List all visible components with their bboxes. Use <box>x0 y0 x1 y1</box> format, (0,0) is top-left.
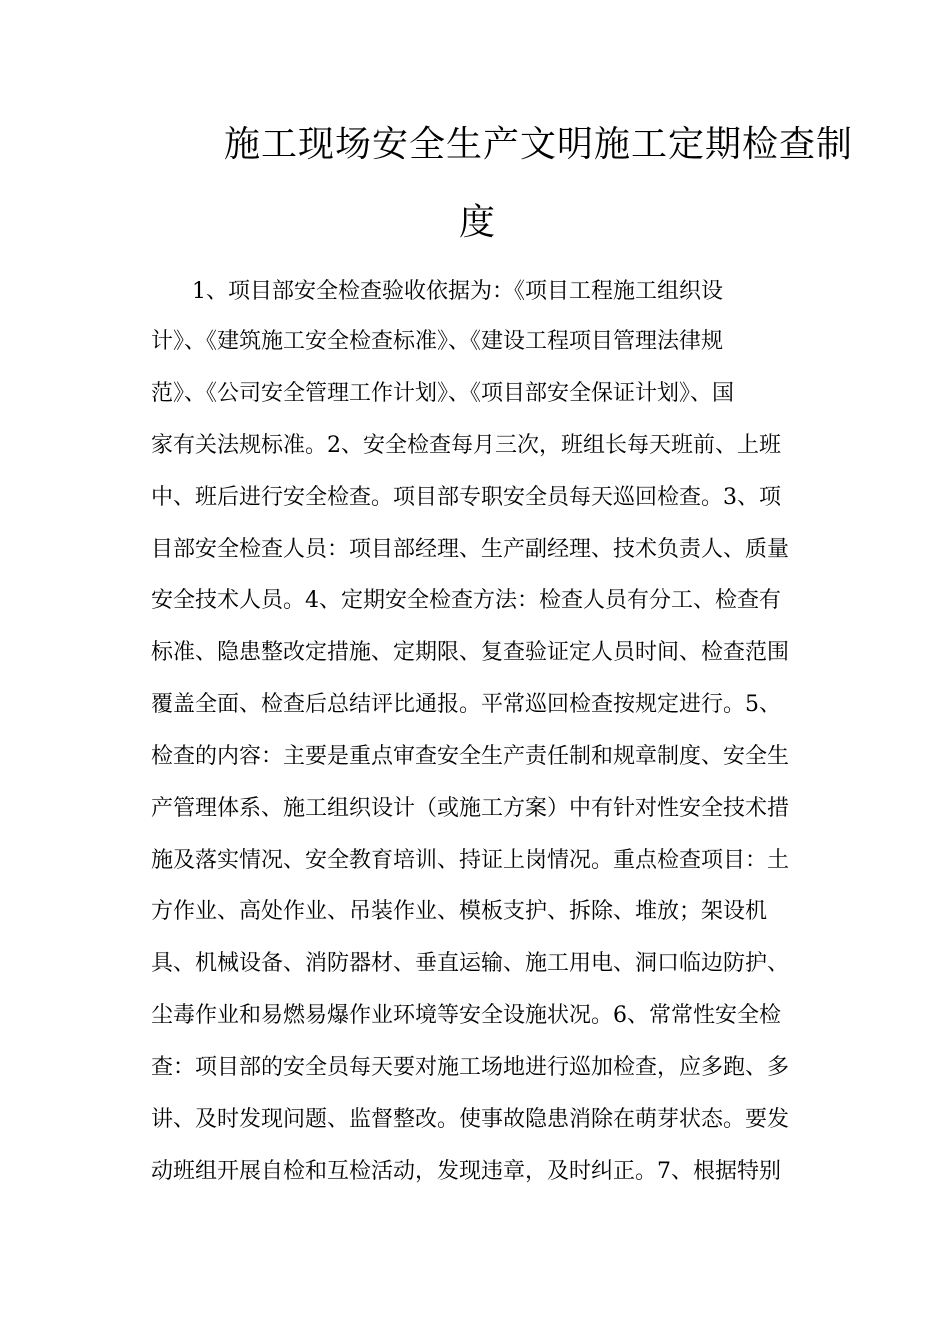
body-line-11: 产管理体系、施工组织设计（或施工方案）中有针对性安全技术措 <box>151 796 790 821</box>
body-line-13: 方作业、高处作业、吊装作业、模板支护、拆除、堆放；架设机 <box>151 899 768 924</box>
body-line-17: 讲、及时发现问题、监督整改。使事故隐患消除在萌芽状态。要发 <box>151 1107 790 1132</box>
document-title-line-2: 度 <box>459 202 497 243</box>
body-line-8: 标准、隐患整改定措施、定期限、复查验证定人员时间、检查范围 <box>151 640 790 665</box>
body-line-18: 动班组开展自检和互检活动，发现违章，及时纠正。7、根据特别 <box>151 1159 781 1184</box>
body-line-2: 计》、《建筑施工安全检查标准》、《建设工程项目管理法律规 <box>151 329 724 354</box>
body-line-5: 中、班后进行安全检查。项目部专职安全员每天巡回检查。3、项 <box>151 485 781 510</box>
body-line-14: 具、机械设备、消防器材、垂直运输、施工用电、洞口临边防护、 <box>151 951 790 976</box>
body-line-7: 安全技术人员。4、定期安全检查方法：检查人员有分工、检查有 <box>151 588 781 613</box>
body-line-6: 目部安全检查人员：项目部经理、生产副经理、技术负责人、质量 <box>151 537 790 562</box>
body-line-3: 范》、《公司安全管理工作计划》、《项目部安全保证计划》、国 <box>151 381 735 406</box>
body-line-10: 检查的内容：主要是重点审查安全生产责任制和规章制度、安全生 <box>151 744 790 769</box>
body-line-16: 查：项目部的安全员每天要对施工场地进行巡加检查，应多跑、多 <box>151 1055 790 1080</box>
body-line-1: 1、项目部安全检查验收依据为：《项目工程施工组织设 <box>192 279 723 304</box>
body-line-12: 施及落实情况、安全教育培训、持证上岗情况。重点检查项目：土 <box>151 848 790 873</box>
body-line-4: 家有关法规标准。2、安全检查每月三次，班组长每天班前、上班 <box>151 433 781 458</box>
document-title-line-1: 施工现场安全生产文明施工定期检查制 <box>224 124 854 165</box>
body-line-9: 覆盖全面、检查后总结评比通报。平常巡回检查按规定进行。5、 <box>151 692 781 717</box>
body-line-15: 尘毒作业和易燃易爆作业环境等安全设施状况。6、常常性安全检 <box>151 1003 781 1028</box>
